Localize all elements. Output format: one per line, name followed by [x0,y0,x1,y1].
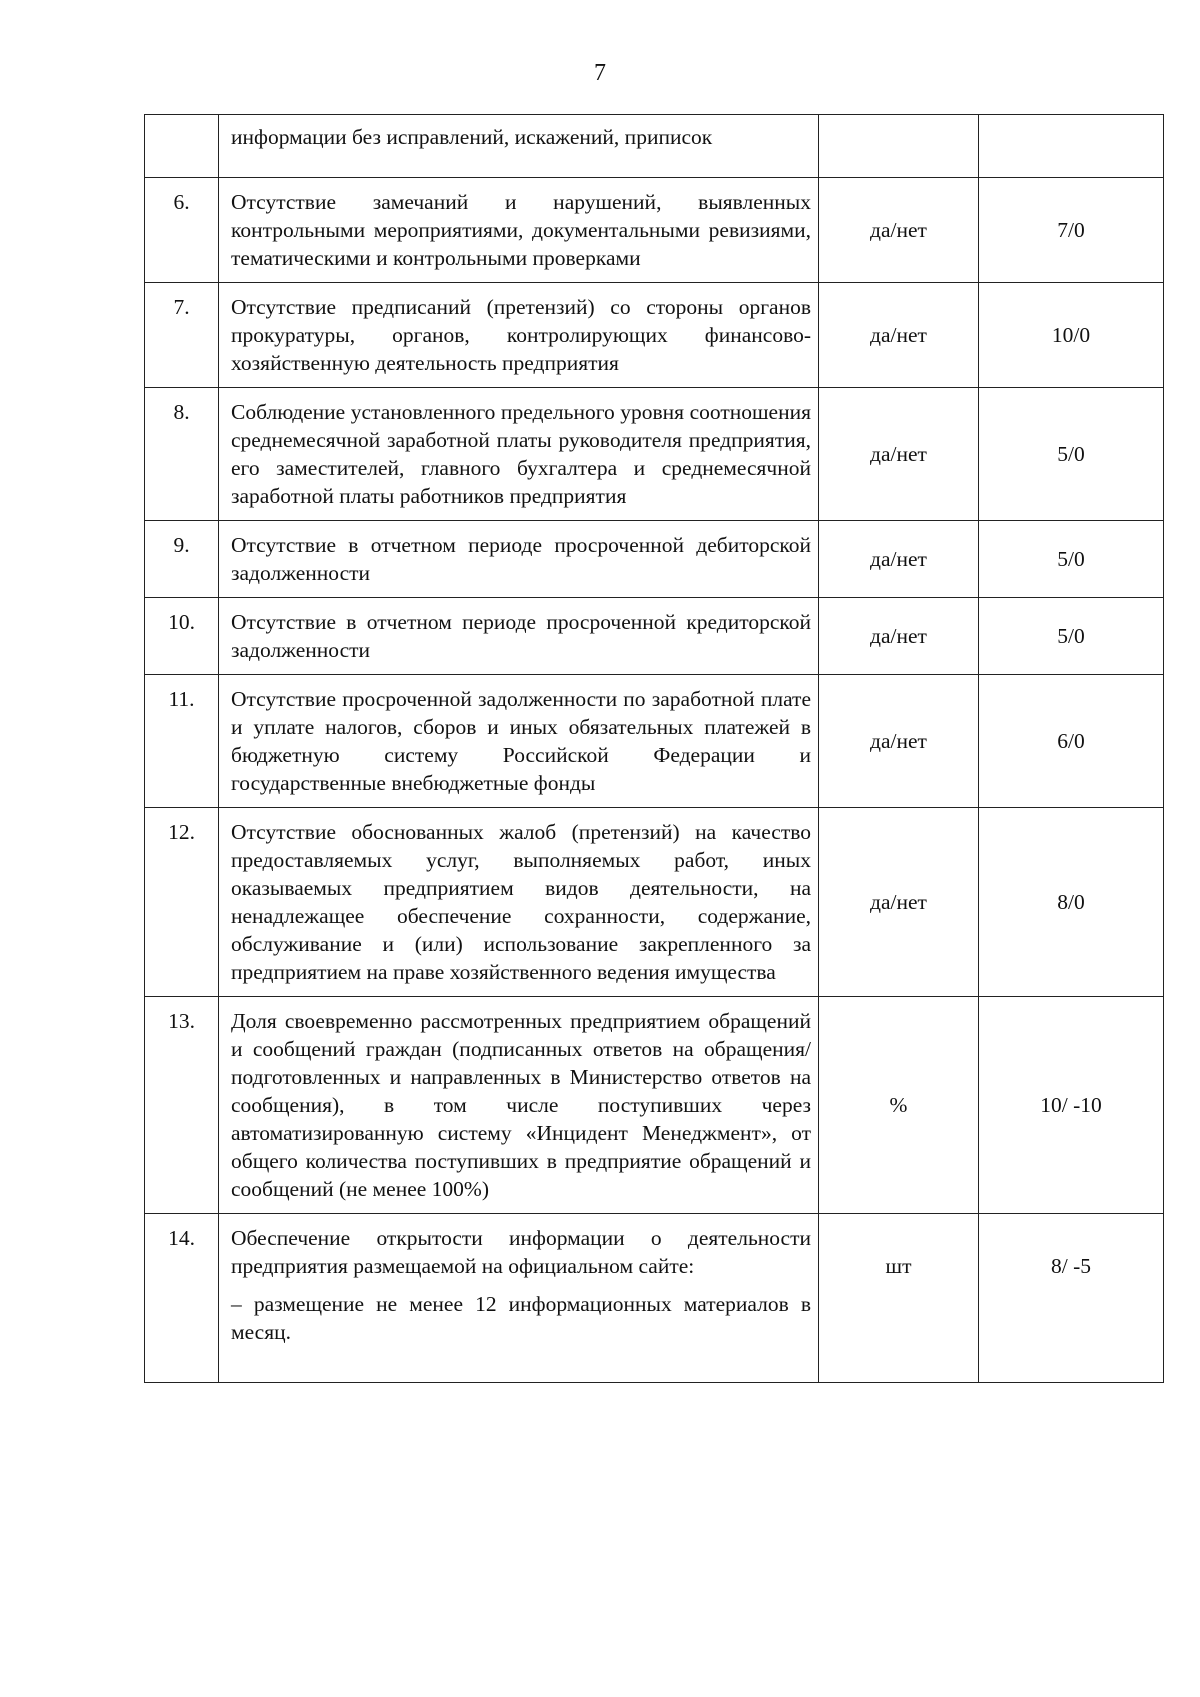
row-number: 12. [145,808,219,997]
unit-cell: да/нет [819,808,979,997]
indicator-subitem: – размещение не менее 12 информационных материалов в месяц. [231,1292,811,1344]
indicator-text: Отсутствие в отчетном периоде просроченной кредиторской задолженности [231,610,811,662]
indicator-text: Отсутствие обоснованных жалоб (претензий) на качество предоставляемых услуг, выполняемых работ, иных оказываемых предприятием видов деятельности, на ненадлежащее обеспечение сохранности, содержание, обслуживание и (или) использование закрепленного за предприятием на праве хозяйственного ведения имущества [231,820,811,984]
indicator-text: информации без исправлений, искажений, приписок [231,125,713,149]
table-row [145,675,1164,808]
indicator-name [219,997,819,1214]
row-number [145,115,219,178]
row-number: 9. [145,521,219,598]
indicator-text: Обеспечение открытости информации о деятельности предприятия размещаемой на официальном сайте: [231,1226,811,1278]
indicator-text: Соблюдение установленного предельного уровня соотношения среднемесячной заработной платы руководителя предприятия, его заместителей, главного бухгалтера и среднемесячной заработной платы работников предприятия [231,400,811,508]
row-number: 13. [145,997,219,1214]
table-row [145,388,1164,521]
indicator-name [219,1214,819,1383]
table-row [145,598,1164,675]
indicator-name [219,283,819,388]
indicator-name [219,598,819,675]
indicator-text: Доля своевременно рассмотренных предприятием обращений и сообщений граждан (подписанных ответов на обращения/подготовленных и направленных в Министерство ответов на сообщения), в том числе поступивших через автоматизированную систему «Инцидент Менеджмент», от общего количества поступивших в предприятие обращений и сообщений (не менее 100%) [231,1009,811,1201]
unit-cell: да/нет [819,521,979,598]
unit-cell: да/нет [819,675,979,808]
row-number: 11. [145,675,219,808]
row-number: 6. [145,178,219,283]
indicator-text: Отсутствие в отчетном периоде просроченной дебиторской задолженности [231,533,811,585]
score-cell: 5/0 [979,598,1164,675]
table-row [145,283,1164,388]
score-cell: 5/0 [979,521,1164,598]
indicator-name [219,675,819,808]
indicator-text: Отсутствие предписаний (претензий) со стороны органов прокуратуры, органов, контролирующих финансово-хозяйственную деятельность предприятия [231,295,811,375]
unit-cell: да/нет [819,598,979,675]
page-number: 7 [594,60,606,86]
score-cell: 10/0 [979,283,1164,388]
table-row [145,115,1164,178]
indicator-name [219,521,819,598]
unit-cell: да/нет [819,388,979,521]
table-row [145,997,1164,1214]
table-row [145,808,1164,997]
table-row [145,521,1164,598]
row-number: 7. [145,283,219,388]
indicator-name [219,388,819,521]
table-row [145,178,1164,283]
row-number: 10. [145,598,219,675]
unit-cell: % [819,997,979,1214]
unit-cell: шт [819,1214,979,1383]
indicator-text: Отсутствие просроченной задолженности по заработной плате и уплате налогов, сборов и иных обязательных платежей в бюджетную систему Российской Федерации и государственные внебюджетные фонды [231,687,811,795]
score-cell: 8/0 [979,808,1164,997]
indicator-name [219,115,819,178]
unit-cell [819,115,979,178]
indicator-name [219,178,819,283]
score-cell: 7/0 [979,178,1164,283]
score-cell: 6/0 [979,675,1164,808]
indicator-text: Отсутствие замечаний и нарушений, выявленных контрольными мероприятиями, документальными ревизиями, тематическими и контрольными проверками [231,190,811,270]
row-number: 8. [145,388,219,521]
score-cell: 8/ -5 [979,1214,1164,1383]
score-cell [979,115,1164,178]
score-cell: 10/ -10 [979,997,1164,1214]
row-number: 14. [145,1214,219,1383]
score-cell: 5/0 [979,388,1164,521]
indicators-table [144,114,1164,1383]
indicator-name [219,808,819,997]
unit-cell: да/нет [819,178,979,283]
unit-cell: да/нет [819,283,979,388]
table-row [145,1214,1164,1383]
